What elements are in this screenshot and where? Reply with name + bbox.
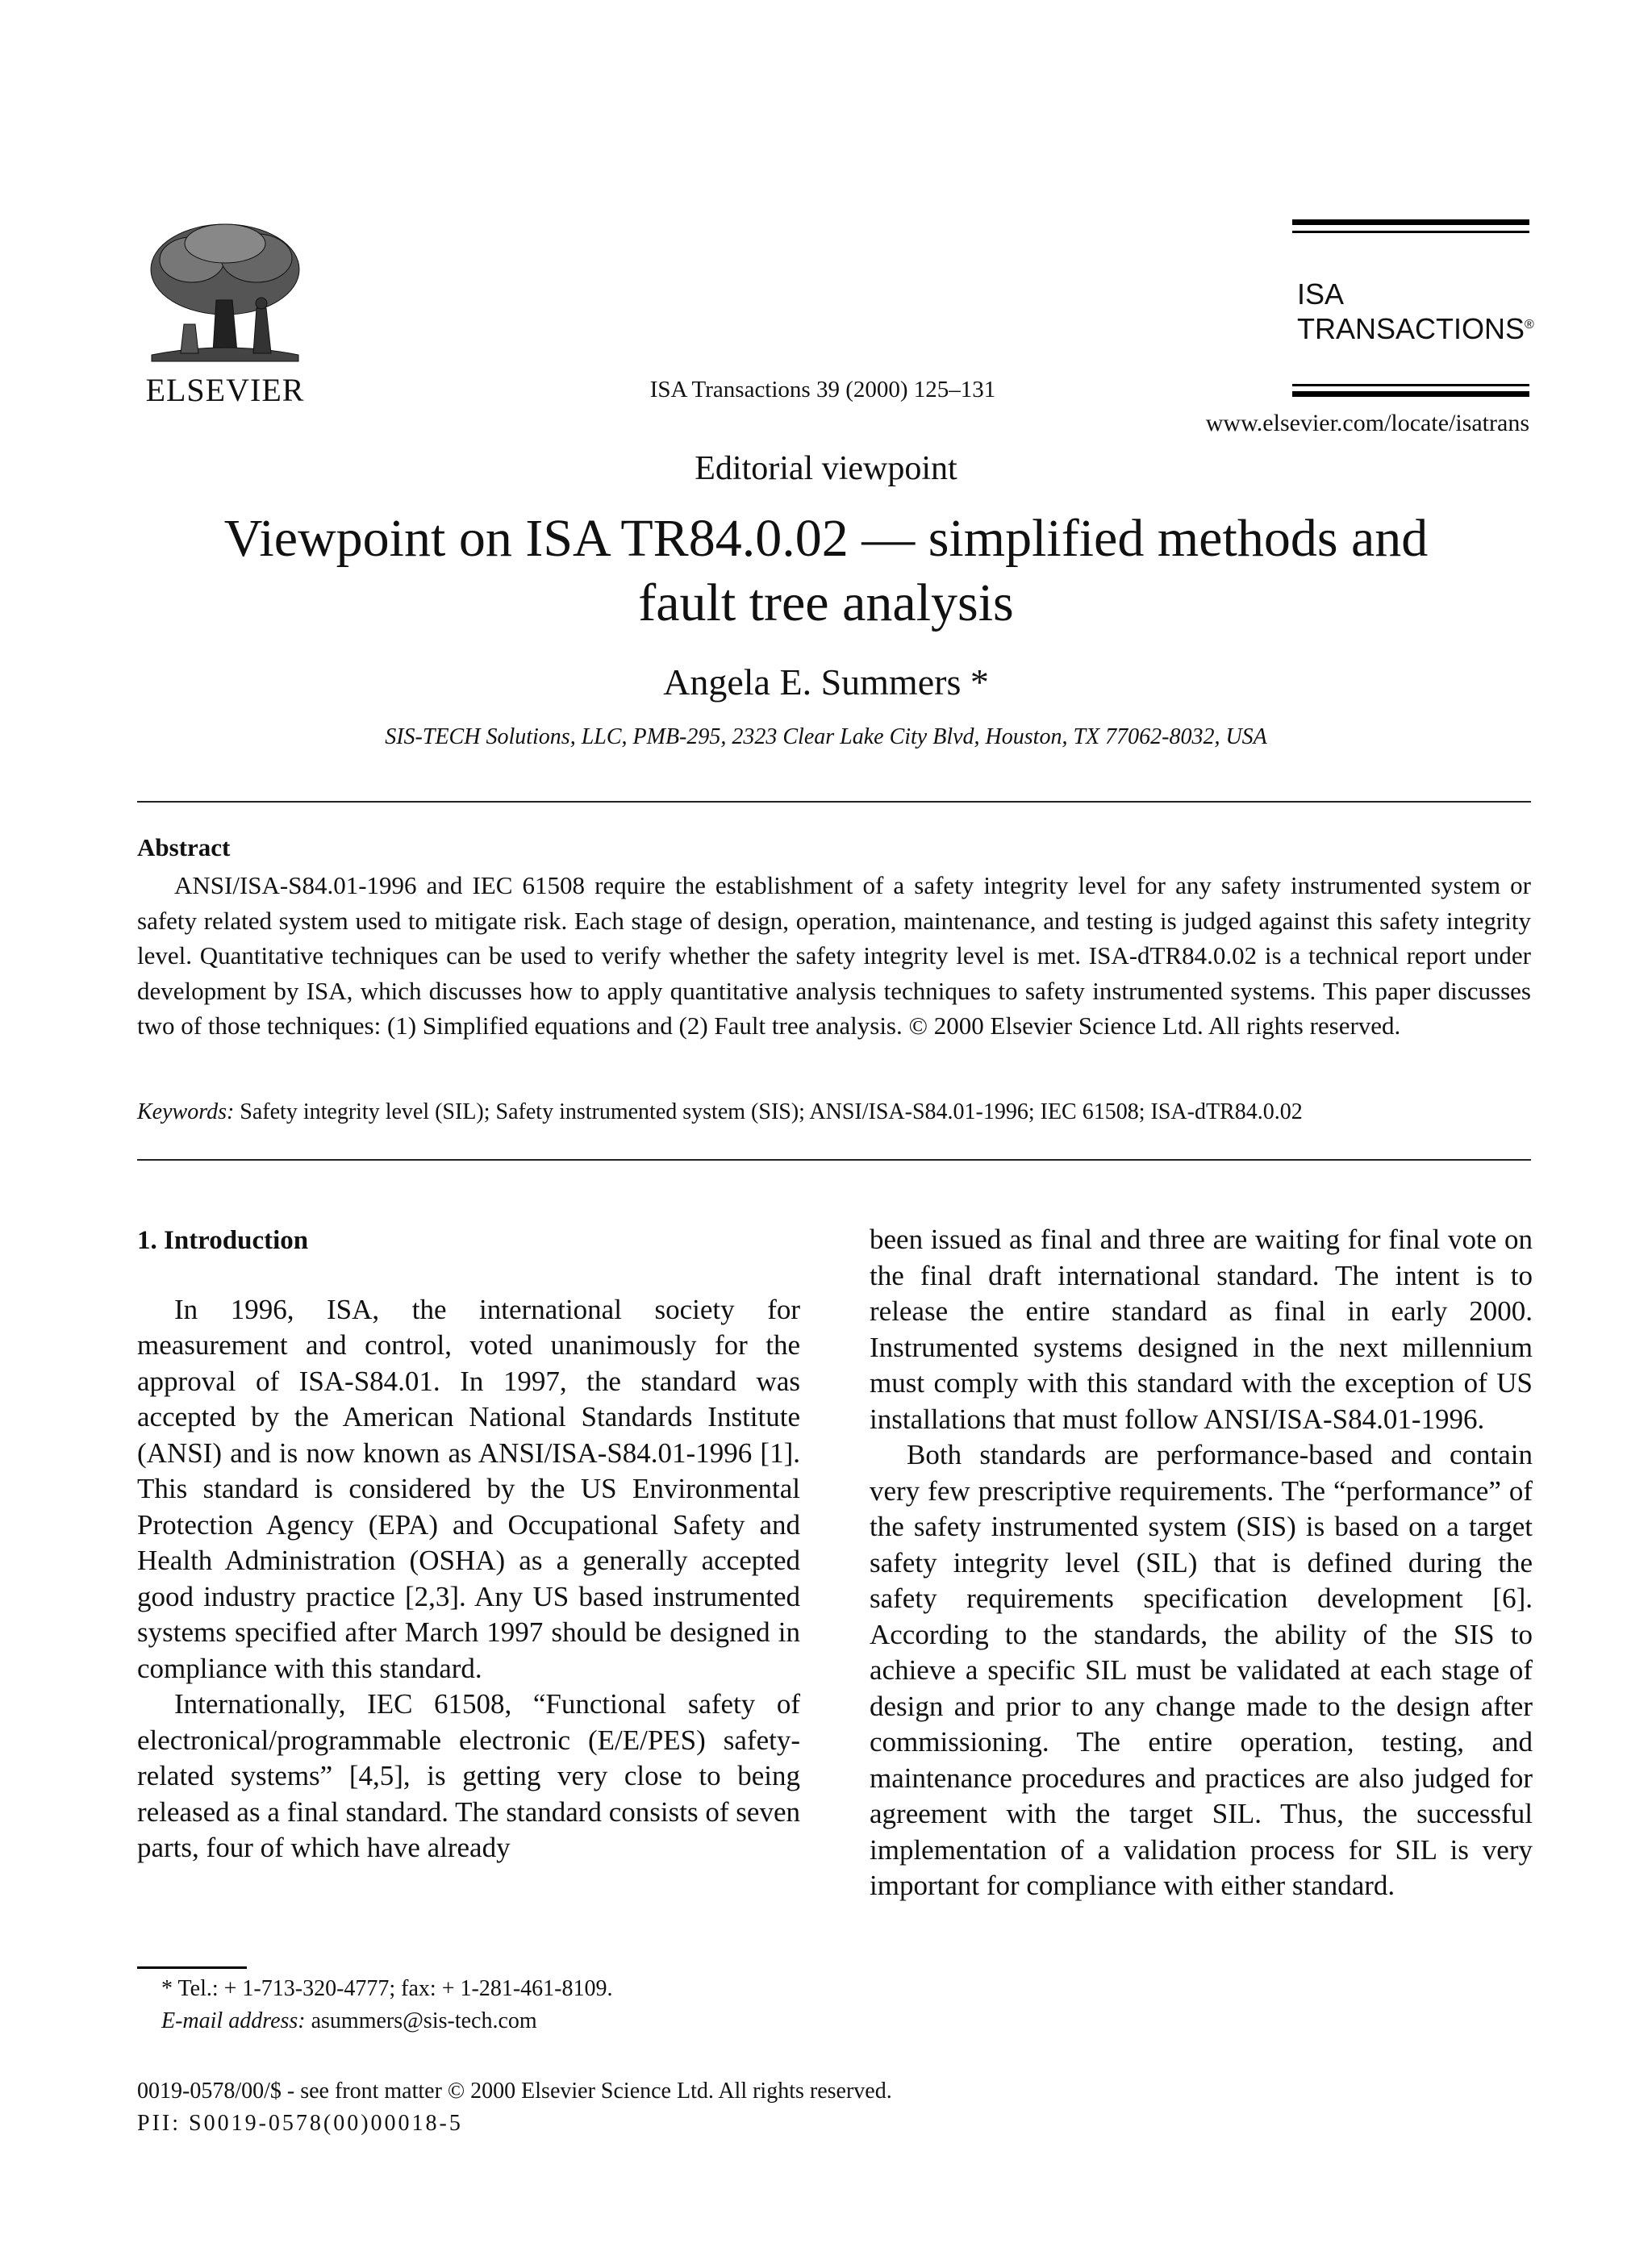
paragraph: Internationally, IEC 61508, “Functional safety of electronical/programmable electronic (E/E/PES) safety-related systems” [4,5], is getting very close to being released as a final standard. The standard consists of seven parts, four of which have already [137, 1688, 800, 1863]
title-line-2: fault tree analysis [638, 573, 1014, 632]
journal-url[interactable]: www.elsevier.com/locate/isatrans [1205, 410, 1529, 436]
author-footnote [161, 1973, 612, 2037]
abstract-heading: Abstract [137, 833, 231, 861]
keywords [137, 1099, 1531, 1125]
footer-pii: PII: S0019-0578(00)00018-5 [137, 2111, 463, 2136]
keywords-list: Safety integrity level (SIL); Safety instrumented system (SIS); ANSI/ISA-S84.01-1996; IEC 61508; ISA-dTR84.0.02 [240, 1099, 1303, 1124]
journal-logo-line1: ISA [1297, 277, 1345, 311]
author-name: Angela E. Summers * [663, 661, 989, 703]
paragraph: been issued as final and three are waiting for final vote on the final draft international standard. The intent is to release the entire standard as final in early 2000. Instrumented systems designed in the next millennium must comply with this standard with the exception of US installations that must follow ANSI/ISA-S84.01-1996. [870, 1224, 1533, 1435]
journal-logo [1297, 279, 1534, 344]
keywords-label: Keywords: [137, 1099, 235, 1124]
masthead-rule-bottom-thin [1292, 384, 1529, 386]
paragraph: In 1996, ISA, the international society for measurement and control, voted unanimously for the approval of ISA-S84.01. In 1997, the standard was accepted by the American National Standards Institute (ANSI) and is now known as ANSI/ISA-S84.01-1996 [1]. This standard is considered by the US Environmental Protection Agency (EPA) and Occupational Safety and Health Administration (OSHA) as a generally accepted good industry practice [2,3]. Any US based instrumented systems specified after March 1997 should be designed in compliance with this standard. [137, 1293, 800, 1684]
section-heading-introduction: 1. Introduction [137, 1226, 309, 1255]
body-column-left [137, 1223, 800, 1866]
masthead-rule-top-thick [1292, 219, 1529, 225]
copyright-footer [137, 2075, 892, 2140]
masthead-rule-top-thin [1292, 231, 1529, 233]
divider-top [137, 801, 1531, 803]
masthead-rule-bottom-thick [1292, 391, 1529, 397]
footnote-contact: * Tel.: + 1-713-320-4777; fax: + 1-281-461-8109. [161, 1976, 613, 2001]
article-title [145, 507, 1507, 636]
footnote-email[interactable]: asummers@sis-tech.com [311, 2008, 537, 2033]
journal-logo-line2: TRANSACTIONS [1297, 312, 1525, 345]
divider-bottom [137, 1159, 1531, 1161]
journal-citation: ISA Transactions 39 (2000) 125–131 [649, 377, 996, 402]
footer-front-matter: 0019-0578/00/$ - see front matter © 2000 Elsevier Science Ltd. All rights reserved. [137, 2079, 892, 2104]
abstract-text: ANSI/ISA-S84.01-1996 and IEC 61508 require the establishment of a safety integrity level for any safety instrumented system or safety related system used to mitigate risk. Each stage of design, operation, maintenance, and testing is judged against this safety integrity level. Quantitative techniques can be used to verify whether the safety integrity level is met. ISA-dTR84.0.02 is a technical report under development by ISA, which discusses how to apply quantitative analysis techniques to safety instrumented systems. This paper discusses two of those techniques: (1) Simplified equations and (2) Fault tree analysis. © 2000 Elsevier Science Ltd. All rights reserved. [137, 871, 1531, 1040]
registered-mark: ® [1525, 318, 1534, 332]
footnote-email-label: E-mail address: [161, 2008, 306, 2033]
title-line-1: Viewpoint on ISA TR84.0.02 — simplified methods and [223, 509, 1429, 568]
paragraph: Both standards are performance-based and contain very few prescriptive requirements. The “performance” of the safety instrumented system (SIS) is based on a target safety integrity level (SIL) that is defined during the safety requirements specification development [6]. According to the standards, the ability of the SIS to achieve a specific SIL must be validated at each stage of design and prior to any change made to the design after commissioning. The entire operation, testing, and maintenance procedures and practices are also judged for agreement with the target SIL. Thus, the successful implementation of a validation process for SIL is very important for compliance with either standard. [870, 1439, 1533, 1901]
publisher-logo-tree-icon [136, 219, 315, 365]
author-affiliation: SIS-TECH Solutions, LLC, PMB-295, 2323 Clear Lake City Blvd, Houston, TX 77062-8032, USA [385, 724, 1267, 749]
publisher-name: ELSEVIER [145, 372, 305, 408]
footnote-rule [137, 1966, 247, 1969]
article-type: Editorial viewpoint [695, 450, 957, 487]
body-column-right [870, 1222, 1533, 1904]
